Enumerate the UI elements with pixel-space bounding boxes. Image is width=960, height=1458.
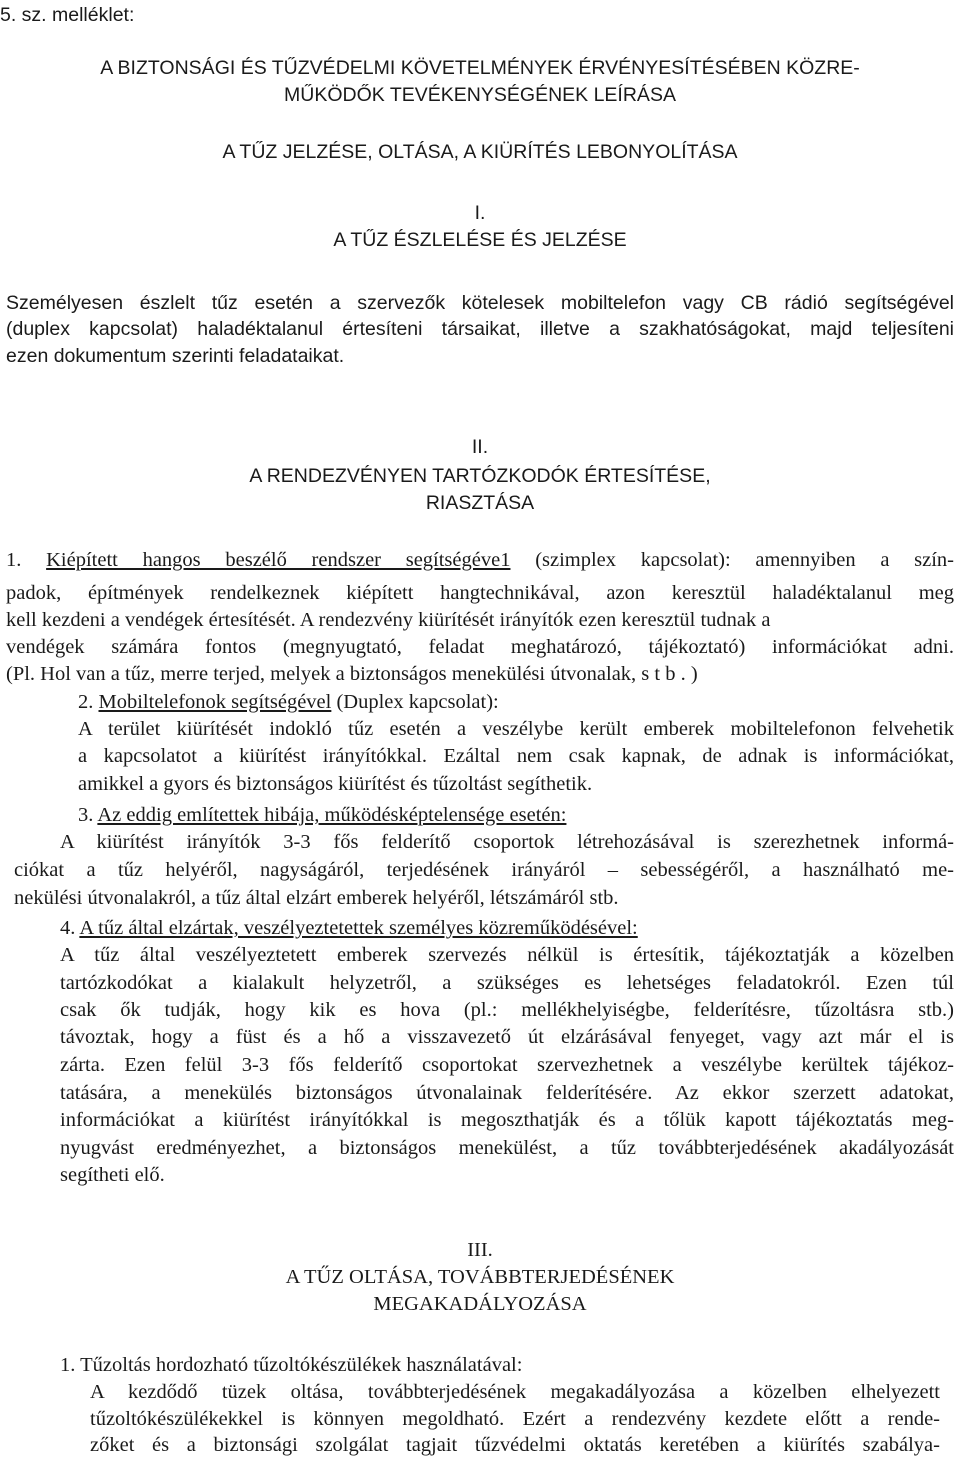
item-title: Mobiltelefonok segítségével (98, 691, 332, 713)
section-2-item-4-line: A tűz által veszélyeztetett emberek szervezés nélkül is értesítik, tájékoztatják a közelben (60, 944, 954, 966)
item-number: 2. (78, 691, 94, 713)
document-subtitle: A TŰZ JELZÉSE, OLTÁSA, A KIÜRÍTÉS LEBONYOLÍTÁSA (222, 141, 738, 163)
section-2-item-4-line: csak ők tudják, hogy kik es hova (pl.: mellékhelyiségbe, felderítésre, tűzoltásra stb.) (60, 999, 954, 1021)
section-2-item-4-line: tartózkodókat a kialakult helyzetről, a szükséges es lehetséges feladatokról. Ezen túl (60, 972, 954, 994)
section-3-item-1-first-line (60, 1352, 522, 1378)
section-3-item-1-line: tűzoltókészülékekkel is könnyen megoldható. Ezért a rendezvény kezdete előtt a rende- (90, 1408, 940, 1430)
section-3-item-1-line: A kezdődő tüzek oltása, továbbterjedésének megakadályozása a közelben elhelyezett (90, 1381, 940, 1403)
section-2-item-1-line: padok, építmények rendelkeznek kiépített hangtechnikával, azon keresztül haladéktalanul meg (6, 582, 954, 604)
section-2-item-2-first-line (78, 689, 499, 715)
section-2-item-2-line: A terület kiürítését indokló tűz esetén a veszélybe került emberek mobiltelefonon felvehetik (78, 718, 954, 740)
section-2-item-4-line: távoztak, hogy a füst és a hő a visszavezető út elzárásával fenyeget, vagy azt már el is (60, 1026, 954, 1048)
section-2-heading-line2: RIASZTÁSA (425, 492, 535, 514)
document-title-line1: A BIZTONSÁGI ÉS TŰZVÉDELMI KÖVETELMÉNYEK ÉRVÉNYESÍTÉSÉBEN KÖZRE- (100, 57, 860, 79)
section-2-item-1-line: kell kezdeni a vendégek értesítését. A rendezvény kiürítését irányítók ezen keresztül tudnak a (6, 609, 771, 631)
section-2-item-2-line: a kapcsolatot a kiürítést irányítókkal. Ezáltal nem csak kapnak, de adnak is információkat, (78, 745, 954, 767)
section-3-number: III. (467, 1239, 493, 1261)
section-2-item-4-line: információkat a kiürítést irányítókkal is megoszthatják és a tőlük kapott tájékoztatás meg- (60, 1109, 954, 1131)
section-2-item-3-line: ciókat a tűz helyéről, nagyságáról, terjedésének irányáról – sebességéről, a használható me- (14, 859, 954, 881)
section-2-item-1-first-line (6, 547, 954, 573)
section-1-line: Személyesen észlelt tűz esetén a szervezők kötelesek mobiltelefon vagy CB rádió segítségével (6, 292, 954, 314)
section-1-line: (duplex kapcsolat) haladéktalanul értesíteni társaikat, illetve a szakhatóságokat, majd teljesíteni (6, 318, 954, 340)
section-3-item-1-line: zőket és a biztonsági szolgálat tagjait tűzvédelmi oktatás keretében a kiürítés szabálya- (90, 1434, 940, 1456)
section-2-item-4-line: nyugvást eredményezhet, a biztonságos menekülést, a tűz továbbterjedésének akadályozását (60, 1137, 954, 1159)
item-title: A tűz által elzártak, veszélyeztetettek személyes közreműködésével: (79, 917, 638, 939)
section-2-item-3-first-line (78, 802, 566, 828)
item-title: Kiépített hangos beszélő rendszer segítségéve1 (46, 549, 511, 571)
section-3-heading-line1: A TŰZ OLTÁSA, TOVÁBBTERJEDÉSÉNEK (285, 1266, 675, 1288)
section-2-item-1-line: (Pl. Hol van a tűz, merre terjed, melyek a biztonságos menekülési útvonalak, s t b . ) (6, 663, 698, 685)
section-2-item-4-line: zárta. Ezen felül 3-3 fős felderítő csoportokat szervezhetnek a veszélybe kerültek tájékoz- (60, 1054, 954, 1076)
section-2-item-3-line: nekülési útvonalakról, a tűz által elzárt emberek helyéről, létszámáról stb. (14, 887, 619, 909)
section-2-item-4-line: segítheti elő. (60, 1164, 165, 1186)
section-1-number: I. (474, 202, 486, 224)
annex-label: 5. sz. melléklet: (0, 4, 135, 26)
section-2-item-3-line: A kiürítést irányítók 3-3 fős felderítő csoportok létrehozásával is szerezhetnek informá- (60, 831, 954, 853)
section-1-heading: A TŰZ ÉSZLELÉSE ÉS JELZÉSE (333, 229, 627, 251)
section-2-item-1-line: vendégek számára fontos (megnyugtató, feladat meghatározó, tájékoztató) információkat adni. (6, 636, 954, 658)
document-title-line2: MŰKÖDŐK TEVÉKENYSÉGÉNEK LEÍRÁSA (284, 84, 676, 106)
section-2-item-2-line: amikkel a gyors és biztonságos kiürítést és tűzoltást segíthetik. (78, 773, 593, 795)
section-2-item-4-first-line (60, 915, 638, 941)
section-3-heading-line2: MEGAKADÁLYOZÁSA (373, 1293, 587, 1315)
section-2-number: II. (471, 436, 489, 458)
section-1-line: ezen dokumentum szerinti feladataikat. (6, 345, 345, 367)
item-number: 1. (6, 549, 22, 571)
item-title-rest: (Duplex kapcsolat): (331, 691, 499, 713)
item-title: Tűzoltás hordozható tűzoltókészülékek használatával: (80, 1354, 523, 1376)
section-2-heading-line1: A RENDEZVÉNYEN TARTÓZKODÓK ÉRTESÍTÉSE, (249, 465, 711, 487)
section-2-item-4-line: tatására, a menekülés biztonságos útvonalainak felderítésére. Az ekkor szerzett adatokat, (60, 1082, 954, 1104)
item-number: 4. (60, 917, 76, 939)
item-title: Az eddig említettek hibája, működésképtelensége esetén: (97, 804, 567, 826)
item-number: 3. (78, 804, 94, 826)
item-title-rest: (szimplex kapcsolat): amennyiben a szín- (510, 549, 955, 571)
item-number: 1. (60, 1354, 76, 1376)
